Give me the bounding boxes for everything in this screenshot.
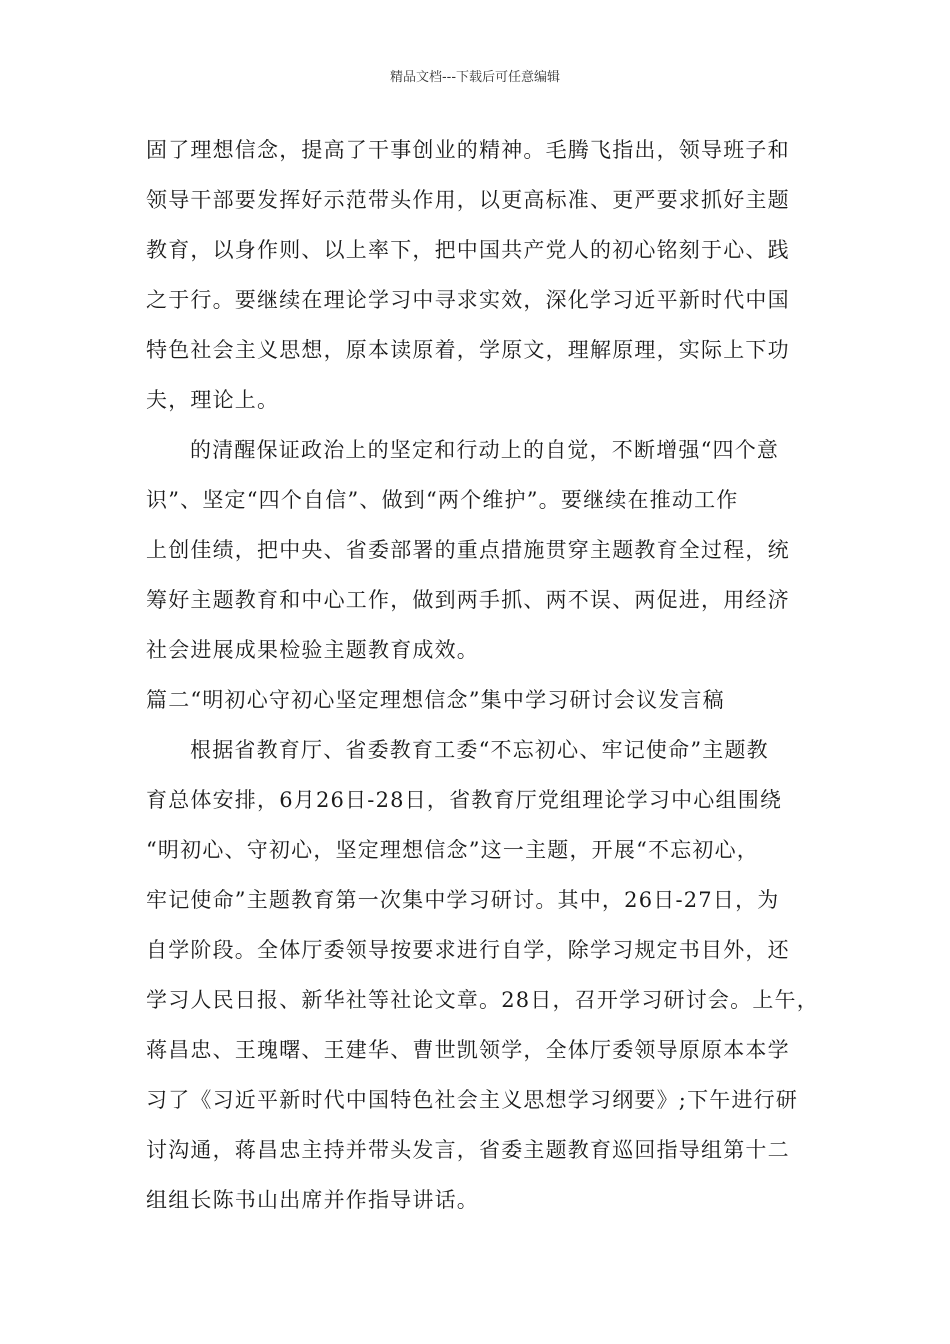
- paragraph-line: 蒋昌忠、王瑰曙、王建华、曹世凯领学，全体厅委领导原原本本学: [146, 1038, 790, 1062]
- paragraph-line: 特色社会主义思想，原本读原着，学原文，理解原理，实际上下功: [146, 338, 790, 362]
- paragraph-line: 教育，以身作则、以上率下，把中国共产党人的初心铭刻于心、践: [146, 238, 790, 262]
- paragraph-line: 之于行。要继续在理论学习中寻求实效，深化学习近平新时代中国: [146, 288, 790, 312]
- paragraph-line: 讨沟通，蒋昌忠主持并带头发言，省委主题教育巡回指导组第十二: [146, 1138, 790, 1162]
- paragraph-line: 上创佳绩，把中央、省委部署的重点措施贯穿主题教育全过程，统: [146, 538, 790, 562]
- page-header: 精品文档---下载后可任意编辑: [389, 70, 561, 85]
- paragraph-line: 学习人民日报、新华社等社论文章。28日，召开学习研讨会。上午，: [146, 988, 819, 1012]
- paragraph-line: 习了《习近平新时代中国特色社会主义思想学习纲要》;下午进行研: [146, 1088, 799, 1112]
- paragraph-line: 组组长陈书山出席并作指导讲话。: [146, 1188, 479, 1212]
- paragraph-line: 根据省教育厅、省委教育工委“不忘初心、牢记使命”主题教: [190, 738, 769, 762]
- paragraph-line: 固了理想信念，提高了干事创业的精神。毛腾飞指出，领导班子和: [146, 138, 790, 162]
- paragraph-line: 育总体安排，6月26日-28日，省教育厅党组理论学习中心组围绕: [146, 788, 783, 812]
- paragraph-line: 社会进展成果检验主题教育成效。: [146, 638, 479, 662]
- paragraph-line: 的清醒保证政治上的坚定和行动上的自觉，不断增强“四个意: [190, 438, 780, 462]
- section-heading: 篇二“明初心守初心坚定理想信念”集中学习研讨会议发言稿: [146, 688, 725, 712]
- paragraph-line: 自学阶段。全体厅委领导按要求进行自学，除学习规定书目外，还: [146, 938, 790, 962]
- paragraph-line: 领导干部要发挥好示范带头作用，以更高标准、更严要求抓好主题: [146, 188, 790, 212]
- paragraph-line: 筹好主题教育和中心工作，做到两手抓、两不误、两促进，用经济: [146, 588, 790, 612]
- paragraph-line: 识”、坚定“四个自信”、做到“两个维护”。要继续在推动工作: [146, 488, 739, 512]
- paragraph-line: “明初心、守初心，坚定理想信念”这一主题，开展“不忘初心，: [146, 838, 760, 862]
- paragraph-line: 夫，理论上。: [146, 388, 280, 412]
- paragraph-line: 牢记使命”主题教育第一次集中学习研讨。其中，26日-27日，为: [146, 888, 780, 912]
